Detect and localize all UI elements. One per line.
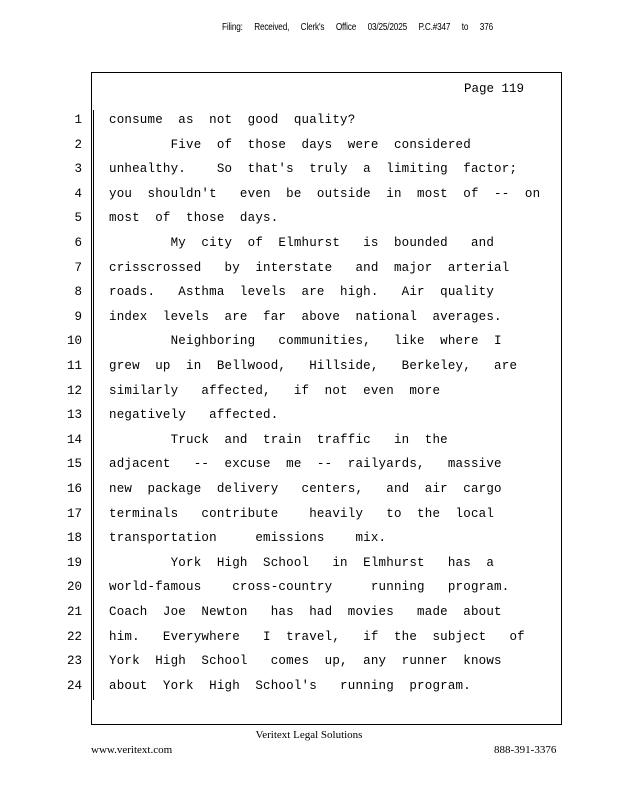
line-number: 3 bbox=[74, 162, 82, 177]
transcript-line: unhealthy. So that's truly a limiting factor; bbox=[109, 162, 518, 177]
line-number: 18 bbox=[66, 531, 82, 546]
transcript-line: Five of those days were considered bbox=[109, 137, 471, 152]
transcript-line: transportation emissions mix. bbox=[109, 531, 387, 546]
line-number-divider bbox=[93, 110, 94, 700]
transcript-line: you shouldn't even be outside in most of -- on bbox=[109, 186, 541, 201]
line-number: 1 bbox=[74, 113, 82, 127]
line-number: 11 bbox=[66, 359, 82, 373]
line-number: 6 bbox=[74, 236, 82, 250]
line-number: 9 bbox=[74, 309, 82, 324]
transcript-line: Truck and train traffic in the bbox=[109, 432, 448, 447]
line-number: 12 bbox=[66, 383, 82, 398]
line-number: 7 bbox=[74, 260, 82, 275]
filing-date: 03/25/2025 bbox=[367, 22, 408, 33]
line-number: 20 bbox=[66, 580, 82, 595]
transcript-line: similarly affected, if not even more bbox=[109, 383, 441, 398]
footer-company: Veritext Legal Solutions bbox=[255, 729, 363, 741]
to-label: to bbox=[461, 22, 469, 33]
line-number: 19 bbox=[66, 555, 82, 570]
transcript-line: index levels are far above national averages. bbox=[109, 309, 502, 324]
line-number: 8 bbox=[74, 285, 82, 300]
line-number: 10 bbox=[66, 334, 82, 349]
line-number: 23 bbox=[66, 654, 82, 669]
transcript-line: York High School comes up, any runner knows bbox=[109, 654, 502, 669]
transcript-line: world-famous cross-country running program. bbox=[109, 580, 510, 595]
transcript-line: terminals contribute heavily to the local bbox=[109, 506, 495, 521]
transcript-line: adjacent -- excuse me -- railyards, massive bbox=[109, 457, 502, 472]
transcript-line: most of those days. bbox=[109, 211, 279, 226]
footer-website: www.veritext.com bbox=[91, 744, 173, 756]
footer-phone: 888-391-3376 bbox=[494, 744, 557, 756]
clerks-label: Clerk's bbox=[300, 22, 325, 33]
transcript-line: Coach Joe Newton has had movies made about bbox=[109, 605, 502, 619]
page-number: Page 119 bbox=[464, 82, 525, 96]
transcript-line: grew up in Bellwood, Hillside, Berkeley, are bbox=[109, 359, 518, 373]
office-label: Office bbox=[335, 22, 357, 33]
pc-number: P.C.#347 bbox=[418, 22, 451, 33]
transcript-line: negatively affected. bbox=[109, 408, 279, 423]
line-number: 21 bbox=[66, 605, 82, 619]
filing-label: Filing: bbox=[222, 22, 243, 33]
transcript-line: York High School in Elmhurst has a bbox=[109, 555, 495, 570]
line-number: 5 bbox=[74, 211, 82, 226]
line-number: 24 bbox=[66, 678, 82, 693]
transcript-line: roads. Asthma levels are high. Air quality bbox=[109, 285, 495, 300]
transcript-line: Neighboring communities, like where I bbox=[109, 334, 502, 349]
line-number: 2 bbox=[74, 137, 82, 152]
page-reference: 376 bbox=[479, 22, 493, 33]
line-number: 17 bbox=[66, 506, 82, 521]
transcript-line: new package delivery centers, and air cargo bbox=[109, 482, 502, 496]
line-number: 14 bbox=[66, 432, 82, 447]
filing-header bbox=[222, 22, 504, 33]
received-label: Received, bbox=[254, 22, 290, 33]
transcript-line: crisscrossed by interstate and major arterial bbox=[109, 260, 510, 275]
transcript-line: consume as not good quality? bbox=[109, 113, 356, 127]
line-number: 4 bbox=[74, 186, 82, 201]
line-number: 22 bbox=[66, 629, 82, 644]
line-number: 16 bbox=[66, 482, 82, 496]
line-number: 15 bbox=[66, 457, 82, 472]
transcript-line: him. Everywhere I travel, if the subject of bbox=[109, 629, 525, 644]
transcript-line: about York High School's running program. bbox=[109, 678, 471, 693]
transcript-line: My city of Elmhurst is bounded and bbox=[109, 236, 495, 250]
line-number: 13 bbox=[66, 408, 82, 423]
